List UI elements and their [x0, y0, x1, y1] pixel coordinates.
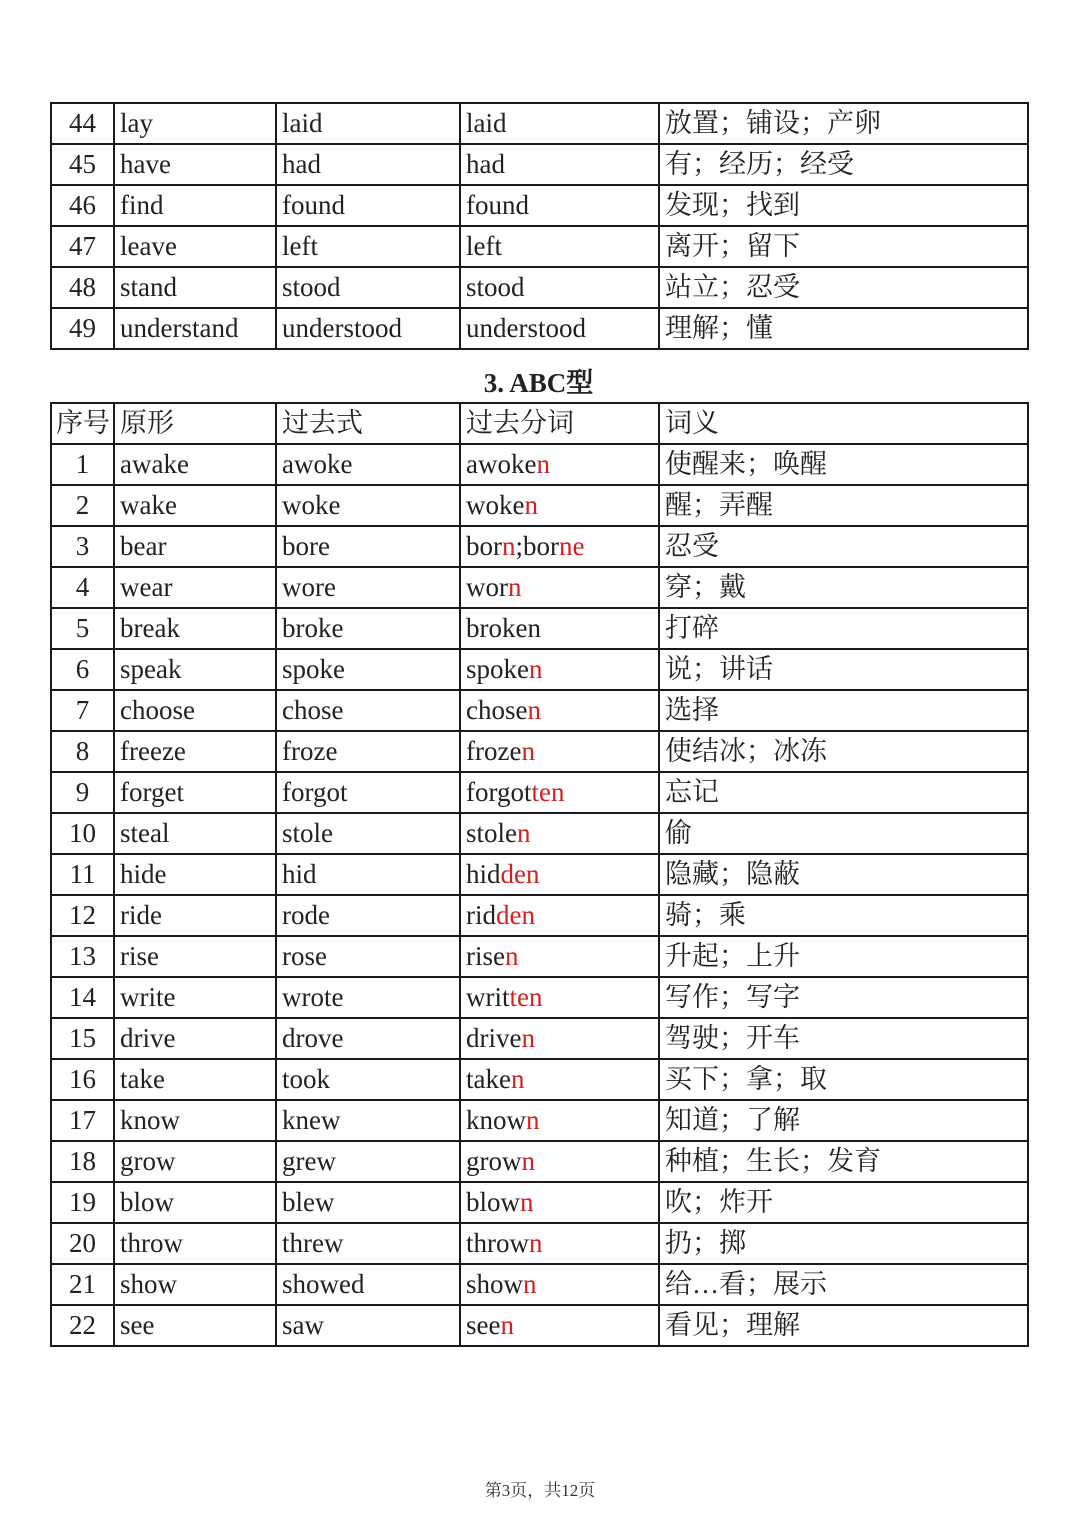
participle-stem: see: [466, 1310, 501, 1340]
base-form: know: [114, 1100, 276, 1141]
row-number: 14: [51, 977, 114, 1018]
past-participle: [460, 1264, 659, 1305]
row-number: 6: [51, 649, 114, 690]
base-form: stand: [114, 267, 276, 308]
base-form: ride: [114, 895, 276, 936]
word-meaning: 知道；了解: [659, 1100, 1028, 1141]
section-title: 3. ABC型: [483, 368, 594, 398]
base-form: show: [114, 1264, 276, 1305]
highlighted-suffix: n: [526, 1105, 540, 1135]
word-meaning: 说；讲话: [659, 649, 1028, 690]
row-number: 44: [51, 103, 114, 144]
verb-table-abc: [50, 402, 1029, 1347]
row-number: 47: [51, 226, 114, 267]
base-form: bear: [114, 526, 276, 567]
word-meaning: 选择: [659, 690, 1028, 731]
word-meaning: 吹；炸开: [659, 1182, 1028, 1223]
base-form: understand: [114, 308, 276, 349]
table-row: [51, 1059, 1028, 1100]
past-tense: stole: [276, 813, 460, 854]
header-base: 原形: [114, 403, 276, 444]
past-participle: [460, 1100, 659, 1141]
word-meaning: 升起；上升: [659, 936, 1028, 977]
participle-stem: understood: [466, 313, 586, 343]
row-number: 9: [51, 772, 114, 813]
past-participle: [460, 608, 659, 649]
participle-stem: throw: [466, 1228, 529, 1258]
table-row: [51, 1018, 1028, 1059]
word-meaning: 有；经历；经受: [659, 144, 1028, 185]
verb-table-abc-body: [51, 444, 1028, 1346]
highlighted-suffix: n: [521, 736, 535, 766]
word-meaning: 放置；铺设；产卵: [659, 103, 1028, 144]
participle-stem: grow: [466, 1146, 522, 1176]
word-meaning: 买下；拿；取: [659, 1059, 1028, 1100]
highlighted-suffix: ten: [531, 777, 565, 807]
past-participle: [460, 1182, 659, 1223]
past-participle: [460, 1059, 659, 1100]
past-participle: [460, 567, 659, 608]
past-participle: [460, 649, 659, 690]
table-row: [51, 103, 1028, 144]
table-row: [51, 1223, 1028, 1264]
base-form: steal: [114, 813, 276, 854]
participle-stem: spoke: [466, 654, 529, 684]
past-tense: found: [276, 185, 460, 226]
past-participle: [460, 267, 659, 308]
past-participle: [460, 895, 659, 936]
table-row: [51, 649, 1028, 690]
participle-stem: stood: [466, 272, 525, 302]
word-meaning: 隐藏；隐蔽: [659, 854, 1028, 895]
base-form: throw: [114, 1223, 276, 1264]
participle-stem: know: [466, 1105, 526, 1135]
base-form: find: [114, 185, 276, 226]
base-form: forget: [114, 772, 276, 813]
word-meaning: 穿；戴: [659, 567, 1028, 608]
base-form: awake: [114, 444, 276, 485]
highlighted-suffix: n: [529, 654, 543, 684]
participle-stem: hid: [466, 859, 501, 889]
table-row: [51, 226, 1028, 267]
word-meaning: 理解；懂: [659, 308, 1028, 349]
word-meaning: 打碎: [659, 608, 1028, 649]
table-row: [51, 144, 1028, 185]
base-form: freeze: [114, 731, 276, 772]
highlighted-suffix: ten: [509, 982, 543, 1012]
past-tense: drove: [276, 1018, 460, 1059]
table-row: [51, 1100, 1028, 1141]
word-meaning: 写作；写字: [659, 977, 1028, 1018]
row-number: 5: [51, 608, 114, 649]
base-form: lay: [114, 103, 276, 144]
table-row: [51, 608, 1028, 649]
table-row: [51, 567, 1028, 608]
base-form: wake: [114, 485, 276, 526]
past-tense: showed: [276, 1264, 460, 1305]
highlighted-suffix: ne: [559, 531, 585, 561]
highlighted-suffix: n: [527, 695, 541, 725]
past-tense: laid: [276, 103, 460, 144]
row-number: 18: [51, 1141, 114, 1182]
participle-stem: writ: [466, 982, 510, 1012]
base-form: choose: [114, 690, 276, 731]
past-tense: understood: [276, 308, 460, 349]
past-participle: [460, 731, 659, 772]
highlighted-suffix: den: [496, 900, 535, 930]
past-participle: [460, 854, 659, 895]
past-tense: forgot: [276, 772, 460, 813]
base-form: hide: [114, 854, 276, 895]
past-participle: [460, 1141, 659, 1182]
highlighted-suffix: n: [520, 1187, 534, 1217]
past-tense: left: [276, 226, 460, 267]
past-participle: [460, 308, 659, 349]
row-number: 17: [51, 1100, 114, 1141]
row-number: 48: [51, 267, 114, 308]
table-row: [51, 690, 1028, 731]
highlighted-suffix: n: [510, 1064, 525, 1094]
table-row: [51, 267, 1028, 308]
past-participle: [460, 526, 659, 567]
row-number: 21: [51, 1264, 114, 1305]
past-tense: knew: [276, 1100, 460, 1141]
participle-stem: take: [466, 1064, 511, 1094]
past-tense: took: [276, 1059, 460, 1100]
past-tense: hid: [276, 854, 460, 895]
highlighted-suffix: n: [524, 490, 538, 520]
participle-stem: laid: [466, 108, 507, 138]
word-meaning: 扔；掷: [659, 1223, 1028, 1264]
row-number: 1: [51, 444, 114, 485]
past-tense: saw: [276, 1305, 460, 1346]
past-tense: woke: [276, 485, 460, 526]
row-number: 12: [51, 895, 114, 936]
row-number: 11: [51, 854, 114, 895]
word-meaning: 离开；留下: [659, 226, 1028, 267]
past-tense: broke: [276, 608, 460, 649]
highlighted-suffix: n: [500, 1310, 514, 1340]
row-number: 16: [51, 1059, 114, 1100]
word-meaning: 发现；找到: [659, 185, 1028, 226]
table-row: [51, 813, 1028, 854]
header-past-participle: 过去分词: [460, 403, 659, 444]
past-participle: [460, 772, 659, 813]
verb-table-continued: [50, 102, 1029, 350]
table-row: [51, 485, 1028, 526]
table-row: [51, 526, 1028, 567]
past-tense: rode: [276, 895, 460, 936]
participle-stem: awoke: [466, 449, 537, 479]
past-participle: [460, 936, 659, 977]
table-row: [51, 936, 1028, 977]
base-form: take: [114, 1059, 276, 1100]
table-row: [51, 308, 1028, 349]
row-number: 49: [51, 308, 114, 349]
past-participle: [460, 1018, 659, 1059]
participle-stem: rise: [466, 941, 505, 971]
table-row: [51, 772, 1028, 813]
row-number: 45: [51, 144, 114, 185]
participle-stem: had: [466, 149, 505, 179]
base-form: leave: [114, 226, 276, 267]
participle-stem: show: [466, 1269, 524, 1299]
highlighted-suffix: n: [508, 572, 522, 602]
header-no: 序号: [51, 403, 114, 444]
base-form: see: [114, 1305, 276, 1346]
word-meaning: 醒；弄醒: [659, 485, 1028, 526]
page-footer: 第3页，共12页: [484, 1481, 596, 1500]
base-form: grow: [114, 1141, 276, 1182]
table-row: [51, 1305, 1028, 1346]
base-form: write: [114, 977, 276, 1018]
word-meaning: 使结冰；冰冻: [659, 731, 1028, 772]
word-meaning: 使醒来；唤醒: [659, 444, 1028, 485]
past-tense: bore: [276, 526, 460, 567]
past-participle: [460, 226, 659, 267]
table-row: [51, 1264, 1028, 1305]
participle-stem: froze: [466, 736, 522, 766]
past-participle: [460, 444, 659, 485]
word-meaning: 种植；生长；发育: [659, 1141, 1028, 1182]
row-number: 3: [51, 526, 114, 567]
row-number: 15: [51, 1018, 114, 1059]
row-number: 4: [51, 567, 114, 608]
participle-stem: found: [466, 190, 529, 220]
past-tense: threw: [276, 1223, 460, 1264]
highlighted-suffix: n: [517, 818, 531, 848]
word-meaning: 忘记: [659, 772, 1028, 813]
row-number: 46: [51, 185, 114, 226]
highlighted-suffix: n: [523, 1269, 537, 1299]
participle-stem: broken: [466, 613, 541, 643]
table-row: [51, 977, 1028, 1018]
past-participle: [460, 813, 659, 854]
row-number: 7: [51, 690, 114, 731]
past-tense: wore: [276, 567, 460, 608]
past-participle: [460, 690, 659, 731]
participle-stem: blow: [466, 1187, 520, 1217]
row-number: 19: [51, 1182, 114, 1223]
past-tense: awoke: [276, 444, 460, 485]
row-number: 13: [51, 936, 114, 977]
past-tense: grew: [276, 1141, 460, 1182]
base-form: speak: [114, 649, 276, 690]
table-row: [51, 895, 1028, 936]
word-meaning: 忍受: [659, 526, 1028, 567]
table-row: [51, 1182, 1028, 1223]
past-tense: rose: [276, 936, 460, 977]
base-form: drive: [114, 1018, 276, 1059]
participle-stem: drive: [466, 1023, 522, 1053]
verb-table-continued-body: [51, 103, 1028, 349]
row-number: 22: [51, 1305, 114, 1346]
past-tense: blew: [276, 1182, 460, 1223]
base-form: have: [114, 144, 276, 185]
participle-stem: bor: [466, 531, 502, 561]
base-form: rise: [114, 936, 276, 977]
header-past: 过去式: [276, 403, 460, 444]
table-row: [51, 1141, 1028, 1182]
word-meaning: 驾驶；开车: [659, 1018, 1028, 1059]
header-row: [51, 403, 1028, 444]
base-form: break: [114, 608, 276, 649]
word-meaning: 站立；忍受: [659, 267, 1028, 308]
participle-stem: wor: [466, 572, 508, 602]
past-tense: spoke: [276, 649, 460, 690]
table-row: [51, 444, 1028, 485]
participle-stem: rid: [466, 900, 496, 930]
highlighted-suffix: n: [529, 1228, 543, 1258]
past-participle: [460, 977, 659, 1018]
past-tense: froze: [276, 731, 460, 772]
row-number: 2: [51, 485, 114, 526]
highlighted-suffix: n: [502, 531, 516, 561]
word-meaning: 给…看；展示: [659, 1264, 1028, 1305]
past-participle: [460, 1223, 659, 1264]
highlighted-suffix: n: [536, 449, 550, 479]
past-participle: [460, 103, 659, 144]
highlighted-suffix: n: [521, 1023, 535, 1053]
word-meaning: 看见；理解: [659, 1305, 1028, 1346]
participle-stem: stole: [466, 818, 517, 848]
row-number: 10: [51, 813, 114, 854]
word-meaning: 偷: [659, 813, 1028, 854]
participle-stem: chose: [466, 695, 528, 725]
table-row: [51, 854, 1028, 895]
highlighted-suffix: n: [521, 1146, 535, 1176]
past-tense: chose: [276, 690, 460, 731]
past-tense: wrote: [276, 977, 460, 1018]
row-number: 20: [51, 1223, 114, 1264]
row-number: 8: [51, 731, 114, 772]
participle-stem: forgot: [466, 777, 532, 807]
past-participle: [460, 485, 659, 526]
participle-stem: ;bor: [515, 531, 559, 561]
past-tense: stood: [276, 267, 460, 308]
past-participle: [460, 185, 659, 226]
table-row: [51, 731, 1028, 772]
past-participle: [460, 144, 659, 185]
highlighted-suffix: n: [504, 941, 519, 971]
header-meaning: 词义: [659, 403, 1028, 444]
past-tense: had: [276, 144, 460, 185]
base-form: wear: [114, 567, 276, 608]
word-meaning: 骑；乘: [659, 895, 1028, 936]
past-participle: [460, 1305, 659, 1346]
highlighted-suffix: den: [500, 859, 540, 889]
table-row: [51, 185, 1028, 226]
base-form: blow: [114, 1182, 276, 1223]
participle-stem: woke: [466, 490, 525, 520]
participle-stem: left: [466, 231, 502, 261]
